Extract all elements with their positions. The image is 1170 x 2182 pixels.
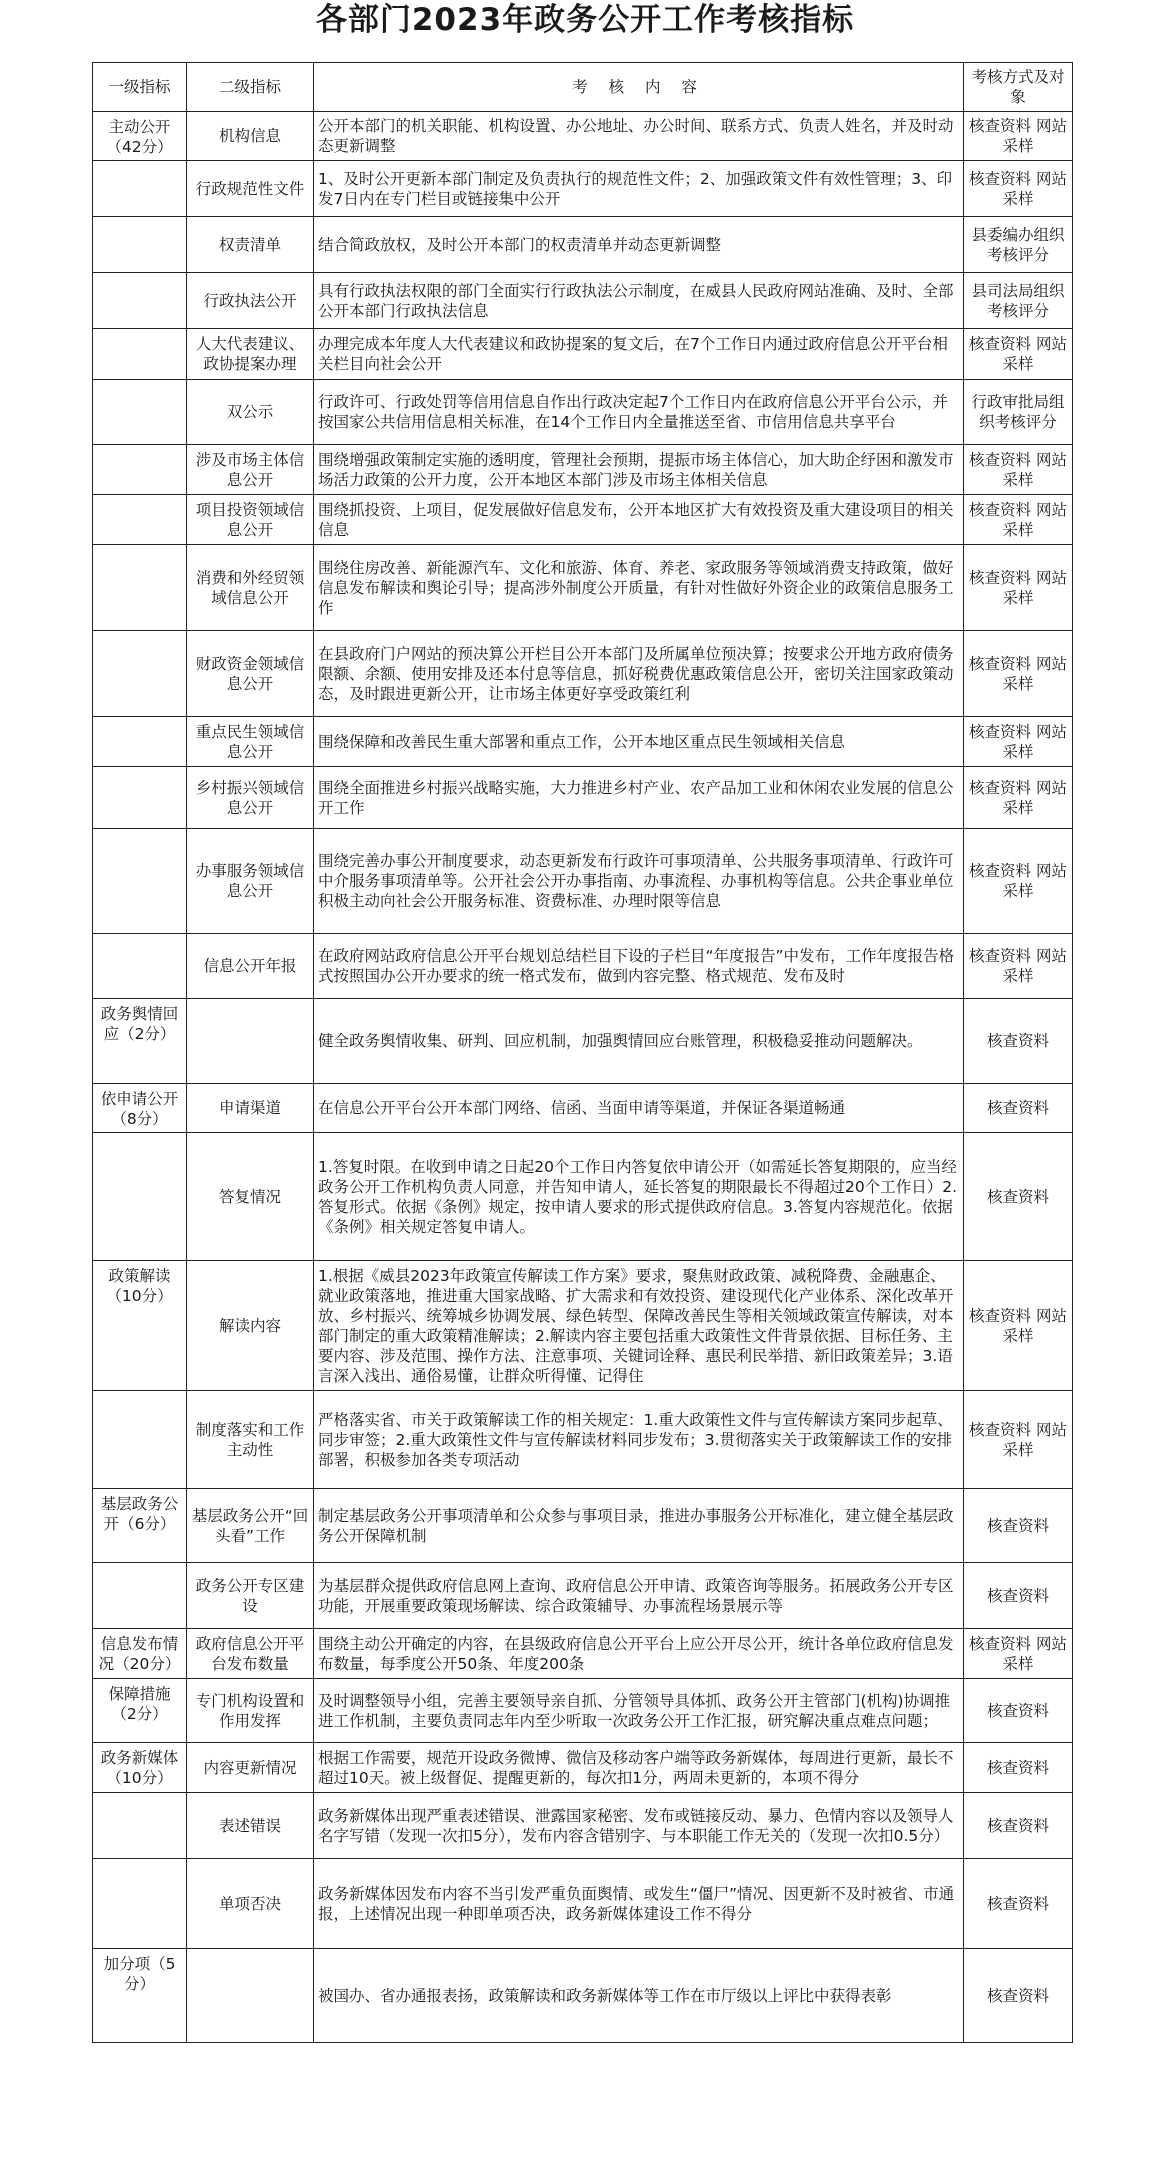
table-row (93, 161, 1073, 217)
table-row (93, 495, 1073, 545)
content-cell: 根据工作需要，规范开设政务微博、微信及移动客户端等政务新媒体，每周进行更新，最长不超过10天。被上级督促、提醒更新的，每次扣1分，两周未更新的，本项不得分 (314, 1743, 964, 1793)
content-cell: 健全政务舆情收集、研判、回应机制，加强舆情回应台账管理，积极稳妥推动问题解决。 (314, 999, 964, 1084)
content-cell: 围绕主动公开确定的内容，在县级政府信息公开平台上应公开尽公开，统计各单位政府信息发布数量，每季度公开50条、年度200条 (314, 1629, 964, 1679)
content-cell: 围绕完善办事公开制度要求，动态更新发布行政许可事项清单、公共服务事项清单、行政许可中介服务事项清单等。公开社会公开办事指南、办事流程、办事机构等信息。公共企事业单位积极主动向社会公开服务标准、资费标准、办理时限等信息 (314, 829, 964, 934)
level1-cell: 基层政务公开（6分） (93, 1489, 187, 1563)
level2-cell: 单项否决 (187, 1859, 314, 1949)
level2-cell: 答复情况 (187, 1133, 314, 1261)
level2-cell: 办事服务领域信息公开 (187, 829, 314, 934)
method-cell: 县委编办组织考核评分 (964, 217, 1073, 273)
level1-cell (93, 1859, 187, 1949)
content-cell: 围绕全面推进乡村振兴战略实施，大力推进乡村产业、农产品加工业和休闲农业发展的信息公开工作 (314, 767, 964, 829)
table-row (93, 217, 1073, 273)
content-cell: 为基层群众提供政府信息网上查询、政府信息公开申请、政策咨询等服务。拓展政务公开专区功能，开展重要政策现场解读、综合政策辅导、办事流程场景展示等 (314, 1563, 964, 1629)
method-cell: 核查资料 网站采样 (964, 329, 1073, 380)
content-cell: 围绕抓投资、上项目，促发展做好信息发布，公开本地区扩大有效投资及重大建设项目的相关信息 (314, 495, 964, 545)
content-cell: 结合简政放权，及时公开本部门的权责清单并动态更新调整 (314, 217, 964, 273)
content-cell: 在县政府门户网站的预决算公开栏目公开本部门及所属单位预决算；按要求公开地方政府债务限额、余额、使用安排及还本付息等信息，抓好税费优惠政策信息公开，密切关注国家政策动态，及时跟进更新公开，让市场主体更好享受政策红利 (314, 631, 964, 717)
method-cell: 核查资料 网站采样 (964, 545, 1073, 631)
table-row (93, 1679, 1073, 1743)
level1-cell (93, 767, 187, 829)
table-row (93, 829, 1073, 934)
level1-cell (93, 717, 187, 767)
method-cell: 核查资料 (964, 1563, 1073, 1629)
header-method: 考核方式及对象 (964, 63, 1073, 112)
level2-cell: 行政执法公开 (187, 273, 314, 329)
level1-cell: 政务舆情回应（2分） (93, 999, 187, 1084)
level2-cell: 项目投资领域信息公开 (187, 495, 314, 545)
method-cell: 核查资料 网站采样 (964, 1391, 1073, 1489)
header-content: 考 核 内 容 (314, 63, 964, 112)
table-row (93, 717, 1073, 767)
level2-cell: 行政规范性文件 (187, 161, 314, 217)
method-cell: 核查资料 (964, 1679, 1073, 1743)
level2-cell (187, 999, 314, 1084)
content-cell: 严格落实省、市关于政策解读工作的相关规定：1.重大政策性文件与宣传解读方案同步起草、同步审签；2.重大政策性文件与宣传解读材料同步发布；3.贯彻落实关于政策解读工作的安排部署，积极参加各类专项活动 (314, 1391, 964, 1489)
level1-cell: 政策解读（10分） (93, 1261, 187, 1391)
level2-cell: 申请渠道 (187, 1084, 314, 1133)
level2-cell: 信息公开年报 (187, 934, 314, 999)
level1-cell (93, 217, 187, 273)
method-cell: 核查资料 (964, 1133, 1073, 1261)
level2-cell: 人大代表建议、政协提案办理 (187, 329, 314, 380)
table-row (93, 631, 1073, 717)
level1-cell (93, 1563, 187, 1629)
level1-cell (93, 829, 187, 934)
level2-cell: 权责清单 (187, 217, 314, 273)
level2-cell: 政务公开专区建设 (187, 1563, 314, 1629)
table-row (93, 273, 1073, 329)
level1-cell: 信息发布情况（20分） (93, 1629, 187, 1679)
table-body (93, 112, 1073, 2043)
table-row (93, 445, 1073, 495)
table-row (93, 1084, 1073, 1133)
level2-cell (187, 1949, 314, 2043)
method-cell: 核查资料 网站采样 (964, 1629, 1073, 1679)
method-cell: 核查资料 (964, 1859, 1073, 1949)
content-cell: 政务新媒体出现严重表述错误、泄露国家秘密、发布或链接反动、暴力、色情内容以及领导人名字写错（发现一次扣5分），发布内容含错别字、与本职能工作无关的（发现一次扣0.5分） (314, 1793, 964, 1859)
level1-cell (93, 631, 187, 717)
header-level2: 二级指标 (187, 63, 314, 112)
level2-cell: 制度落实和工作主动性 (187, 1391, 314, 1489)
table-row (93, 1391, 1073, 1489)
level2-cell: 政府信息公开平台发布数量 (187, 1629, 314, 1679)
level1-cell (93, 1133, 187, 1261)
level1-cell (93, 273, 187, 329)
table-header-row (93, 63, 1073, 112)
level2-cell: 涉及市场主体信息公开 (187, 445, 314, 495)
table-row (93, 380, 1073, 445)
level2-cell: 消费和外经贸领域信息公开 (187, 545, 314, 631)
level1-cell (93, 161, 187, 217)
table-row (93, 999, 1073, 1084)
header-level1: 一级指标 (93, 63, 187, 112)
content-cell: 公开本部门的机关职能、机构设置、办公地址、办公时间、联系方式、负责人姓名，并及时动态更新调整 (314, 112, 964, 161)
level1-cell: 依申请公开（8分） (93, 1084, 187, 1133)
method-cell: 核查资料 网站采样 (964, 495, 1073, 545)
level1-cell (93, 1391, 187, 1489)
table-row (93, 329, 1073, 380)
table-row (93, 1859, 1073, 1949)
method-cell: 核查资料 (964, 1743, 1073, 1793)
table-row (93, 1743, 1073, 1793)
method-cell: 核查资料 网站采样 (964, 445, 1073, 495)
level1-cell (93, 934, 187, 999)
table-row (93, 1133, 1073, 1261)
level2-cell: 专门机构设置和作用发挥 (187, 1679, 314, 1743)
method-cell: 核查资料 (964, 1489, 1073, 1563)
method-cell: 核查资料 网站采样 (964, 717, 1073, 767)
content-cell: 围绕保障和改善民生重大部署和重点工作，公开本地区重点民生领域相关信息 (314, 717, 964, 767)
level2-cell: 基层政务公开“回头看”工作 (187, 1489, 314, 1563)
level2-cell: 表述错误 (187, 1793, 314, 1859)
content-cell: 行政许可、行政处罚等信用信息自作出行政决定起7个工作日内在政府信息公开平台公示，并按国家公共信用信息相关标准，在14个工作日内全量推送至省、市信用信息共享平台 (314, 380, 964, 445)
table-row (93, 1949, 1073, 2043)
level1-cell (93, 1793, 187, 1859)
method-cell: 核查资料 网站采样 (964, 631, 1073, 717)
table-row (93, 1629, 1073, 1679)
level1-cell: 政务新媒体（10分） (93, 1743, 187, 1793)
level2-cell: 双公示 (187, 380, 314, 445)
content-cell: 1、及时公开更新本部门制定及负责执行的规范性文件；2、加强政策文件有效性管理；3、印发7日内在专门栏目或链接集中公开 (314, 161, 964, 217)
level1-cell (93, 329, 187, 380)
level2-cell: 重点民生领域信息公开 (187, 717, 314, 767)
content-cell: 围绕增强政策制定实施的透明度，管理社会预期，提振市场主体信心，加大助企纾困和激发市场活力政策的公开力度，公开本地区本部门涉及市场主体相关信息 (314, 445, 964, 495)
content-cell: 政务新媒体因发布内容不当引发严重负面舆情、或发生“僵尸”情况、因更新不及时被省、市通报，上述情况出现一种即单项否决，政务新媒体建设工作不得分 (314, 1859, 964, 1949)
content-cell: 在信息公开平台公开本部门网络、信函、当面申请等渠道，并保证各渠道畅通 (314, 1084, 964, 1133)
method-cell: 县司法局组织考核评分 (964, 273, 1073, 329)
assessment-table (92, 62, 1073, 2043)
content-cell: 1.根据《威县2023年政策宣传解读工作方案》要求，聚焦财政政策、减税降费、金融惠企、就业政策落地，推进重大国家战略、扩大需求和有效投资、建设现代化产业体系、深化改革开放、乡村振兴、统筹城乡协调发展、绿色转型、保障改善民生等相关领域政策宣传解读，对本部门制定的重大政策精准解读；2.解读内容主要包括重大政策性文件背景依据、目标任务、主要内容、涉及范围、操作方法、注意事项、关键词诠释、惠民利民举措、新旧政策差异；3.语言深入浅出、通俗易懂，让群众听得懂、记得住 (314, 1261, 964, 1391)
content-cell: 办理完成本年度人大代表建议和政协提案的复文后，在7个工作日内通过政府信息公开平台相关栏目向社会公开 (314, 329, 964, 380)
method-cell: 核查资料 (964, 1793, 1073, 1859)
level1-cell (93, 495, 187, 545)
method-cell: 核查资料 网站采样 (964, 829, 1073, 934)
level1-cell (93, 380, 187, 445)
method-cell: 核查资料 网站采样 (964, 767, 1073, 829)
content-cell: 在政府网站政府信息公开平台规划总结栏目下设的子栏目“年度报告”中发布，工作年度报告格式按照国办公开办要求的统一格式发布，做到内容完整、格式规范、发布及时 (314, 934, 964, 999)
table-row (93, 545, 1073, 631)
content-cell: 围绕住房改善、新能源汽车、文化和旅游、体育、养老、家政服务等领域消费支持政策，做好信息发布解读和舆论引导；提高涉外制度公开质量，有针对性做好外资企业的政策信息服务工作 (314, 545, 964, 631)
method-cell: 核查资料 (964, 999, 1073, 1084)
level2-cell: 解读内容 (187, 1261, 314, 1391)
content-cell: 1.答复时限。在收到申请之日起20个工作日内答复依申请公开（如需延长答复期限的，应当经政务公开工作机构负责人同意，并告知申请人，延长答复的期限最长不得超过20个工作日）2.答复形式。依据《条例》规定，按申请人要求的形式提供政府信息。3.答复内容规范化。依据《条例》相关规定答复申请人。 (314, 1133, 964, 1261)
level2-cell: 机构信息 (187, 112, 314, 161)
method-cell: 核查资料 (964, 1949, 1073, 2043)
method-cell: 核查资料 网站采样 (964, 934, 1073, 999)
table-row (93, 112, 1073, 161)
level1-cell: 加分项（5分） (93, 1949, 187, 2043)
table-row (93, 1563, 1073, 1629)
table-row (93, 1261, 1073, 1391)
method-cell: 核查资料 网站采样 (964, 161, 1073, 217)
method-cell: 核查资料 网站采样 (964, 1261, 1073, 1391)
level1-cell: 保障措施（2分） (93, 1679, 187, 1743)
table-row (93, 1489, 1073, 1563)
method-cell: 核查资料 (964, 1084, 1073, 1133)
document-title: 各部门2023年政务公开工作考核指标 (315, 2, 855, 38)
level2-cell: 财政资金领域信息公开 (187, 631, 314, 717)
content-cell: 及时调整领导小组，完善主要领导亲自抓、分管领导具体抓、政务公开主管部门(机构)协调推进工作机制，主要负责同志年内至少听取一次政务公开工作汇报，研究解决重点难点问题； (314, 1679, 964, 1743)
table-row (93, 1793, 1073, 1859)
level1-cell (93, 445, 187, 495)
level1-cell: 主动公开（42分） (93, 112, 187, 161)
level2-cell: 内容更新情况 (187, 1743, 314, 1793)
method-cell: 核查资料 网站采样 (964, 112, 1073, 161)
method-cell: 行政审批局组织考核评分 (964, 380, 1073, 445)
content-cell: 具有行政执法权限的部门全面实行行政执法公示制度，在威县人民政府网站准确、及时、全部公开本部门行政执法信息 (314, 273, 964, 329)
table-row (93, 934, 1073, 999)
content-cell: 被国办、省办通报表扬，政策解读和政务新媒体等工作在市厅级以上评比中获得表彰 (314, 1949, 964, 2043)
level1-cell (93, 545, 187, 631)
table-row (93, 767, 1073, 829)
level2-cell: 乡村振兴领域信息公开 (187, 767, 314, 829)
content-cell: 制定基层政务公开事项清单和公众参与事项目录，推进办事服务公开标准化，建立健全基层政务公开保障机制 (314, 1489, 964, 1563)
